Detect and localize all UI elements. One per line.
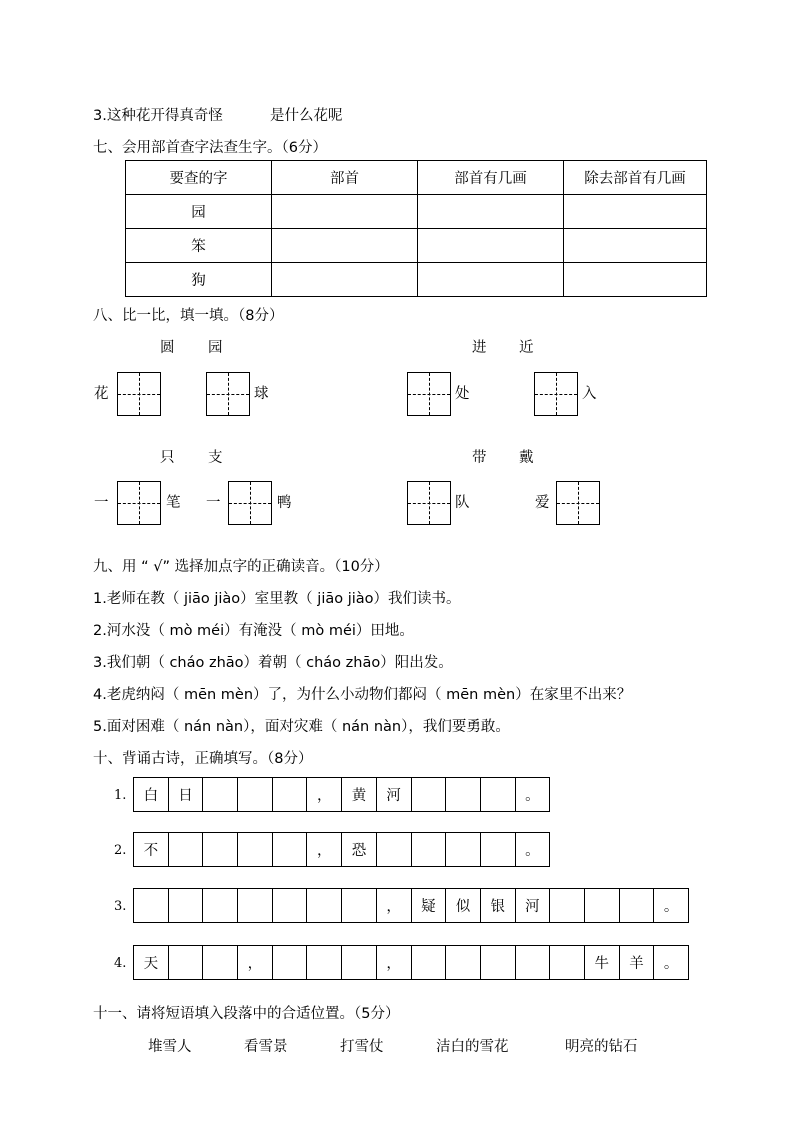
q6-item-3-part-a: 3.这种花开得真奇怪 [93,108,223,124]
poem-blank-cell[interactable] [446,778,481,811]
q9-item-3: 3.我们朝（ cháo zhāo）着朝（ cháo zhāo）阳出发。 [93,655,453,671]
poem-blank-cell[interactable] [203,833,238,866]
q9-item-4: 4.老虎纳闷（ mēn mèn）了，为什么小动物们都闷（ mēn mèn）在家里不出来？ [93,687,632,703]
header-cell: 要查的字 [126,161,272,195]
answer-cell[interactable] [418,195,564,229]
poem-char-cell: ， [377,889,412,922]
poem-blank-cell[interactable] [446,833,481,866]
q8-row1-suffix-3: 处 [455,386,470,402]
poem-blank-cell[interactable] [203,778,238,811]
phrase-option: 堆雪人 [148,1039,192,1055]
poem-char-cell: 河 [377,778,412,811]
char-cell: 园 [126,195,272,229]
q8-row2-prefix-2: 一 [206,495,221,511]
poem-blank-cell[interactable] [412,833,447,866]
table-row [126,263,707,297]
poem-blank-cell[interactable] [620,889,655,922]
q9-item-5: 5.面对困难（ nán nàn），面对灾难（ nán nàn），我们要勇敢。 [93,719,510,735]
header-cell: 部首有几画 [418,161,564,195]
q11-title: 十一、请将短语填入段落中的合适位置。（5分） [93,1006,400,1022]
poem-char-cell: 不 [134,833,169,866]
answer-cell[interactable] [272,263,418,297]
answer-cell[interactable] [418,229,564,263]
poem-char-cell: 黄 [342,778,377,811]
poem-blank-cell[interactable] [342,946,377,979]
poem-char-cell: 日 [169,778,204,811]
poem-blank-cell[interactable] [203,889,238,922]
poem-char-cell: ， [307,778,342,811]
poem-blank-cell[interactable] [134,889,169,922]
poem-char-cell: 疑 [412,889,447,922]
poem-char-cell: 河 [516,889,551,922]
poem-char-cell: 。 [516,833,551,866]
poem-char-cell: 羊 [620,946,655,979]
poem-char-cell: 。 [516,778,551,811]
writing-grid-box[interactable] [556,481,600,525]
poem-char-cell: ， [238,946,273,979]
q7-title: 七、会用部首查字法查生字。（6分） [93,140,327,156]
poem-blank-cell[interactable] [273,946,308,979]
poem-blank-cell[interactable] [481,778,516,811]
writing-grid-box[interactable] [407,372,451,416]
poem-blank-cell[interactable] [169,946,204,979]
poem-char-cell: ， [307,833,342,866]
radical-lookup-table [125,160,707,297]
table-row [126,229,707,263]
poem-blank-cell[interactable] [238,833,273,866]
poem-blank-cell[interactable] [412,946,447,979]
table-row [126,195,707,229]
poem-blank-cell[interactable] [307,889,342,922]
poem-line-1 [133,777,550,812]
header-cell: 部首 [272,161,418,195]
q8-row2-suffix-2: 鸭 [277,495,292,511]
q8-pair2-char-b: 近 [519,340,534,356]
q8-row1-suffix-4: 入 [582,386,597,402]
answer-cell[interactable] [272,229,418,263]
q8-pair1-char-a: 圆 [160,340,175,356]
poem-blank-cell[interactable] [481,946,516,979]
q8-pair3-char-a: 只 [160,450,175,466]
poem-char-cell: 。 [654,946,689,979]
poem-blank-cell[interactable] [273,889,308,922]
poem-char-cell: ， [377,946,412,979]
writing-grid-box[interactable] [117,481,161,525]
answer-cell[interactable] [564,195,707,229]
q8-row2-suffix-1: 笔 [166,495,181,511]
poem-line-label-1: 1. [114,788,127,803]
poem-blank-cell[interactable] [412,778,447,811]
poem-blank-cell[interactable] [377,833,412,866]
q9-item-2: 2.河水没（ mò méi）有淹没（ mò méi）田地。 [93,623,414,639]
writing-grid-box[interactable] [407,481,451,525]
writing-grid-box[interactable] [206,372,250,416]
q9-title: 九、用 “ √” 选择加点字的正确读音。（10分） [93,559,389,575]
poem-blank-cell[interactable] [516,946,551,979]
q8-row1-suffix-2: 球 [254,386,269,402]
poem-blank-cell[interactable] [169,889,204,922]
q8-pair3-char-b: 支 [208,450,223,466]
writing-grid-box[interactable] [228,481,272,525]
poem-char-cell: 似 [446,889,481,922]
phrase-option: 打雪仗 [340,1039,384,1055]
poem-line-label-3: 3. [114,899,127,914]
answer-cell[interactable] [272,195,418,229]
answer-cell[interactable] [418,263,564,297]
poem-blank-cell[interactable] [273,833,308,866]
poem-blank-cell[interactable] [238,889,273,922]
poem-line-2 [133,832,550,867]
poem-blank-cell[interactable] [481,833,516,866]
poem-blank-cell[interactable] [169,833,204,866]
poem-char-cell: 。 [654,889,689,922]
poem-line-4 [133,945,689,980]
q8-title: 八、比一比，填一填。（8分） [93,308,284,324]
phrase-option: 看雪景 [244,1039,288,1055]
poem-char-cell: 恐 [342,833,377,866]
q8-pair4-char-b: 戴 [519,450,534,466]
poem-blank-cell[interactable] [585,889,620,922]
q6-item-3-part-b: 是什么花呢 [270,108,343,124]
writing-grid-box[interactable] [117,372,161,416]
char-cell: 笨 [126,229,272,263]
header-cell: 除去部首有几画 [564,161,707,195]
poem-blank-cell[interactable] [550,889,585,922]
poem-blank-cell[interactable] [307,946,342,979]
writing-grid-box[interactable] [534,372,578,416]
answer-cell[interactable] [564,229,707,263]
poem-blank-cell[interactable] [203,946,238,979]
phrase-option: 洁白的雪花 [436,1039,509,1055]
poem-blank-cell[interactable] [550,946,585,979]
poem-char-cell: 牛 [585,946,620,979]
q8-pair4-char-a: 带 [472,450,487,466]
poem-blank-cell[interactable] [238,778,273,811]
poem-blank-cell[interactable] [273,778,308,811]
q9-item-1: 1.老师在教（ jiāo jiào）室里教（ jiāo jiào）我们读书。 [93,591,461,607]
table-header-row [126,161,707,195]
q8-pair1-char-b: 园 [208,340,223,356]
poem-line-label-2: 2. [114,843,127,858]
poem-char-cell: 银 [481,889,516,922]
poem-blank-cell[interactable] [446,946,481,979]
q8-row1-prefix-1: 花 [94,386,109,402]
q8-row2-prefix-1: 一 [94,495,109,511]
poem-line-3 [133,888,689,923]
poem-char-cell: 白 [134,778,169,811]
q8-row2-prefix-4: 爱 [535,495,550,511]
poem-char-cell: 天 [134,946,169,979]
q10-title: 十、背诵古诗，正确填写。（8分） [93,751,313,767]
q8-row2-suffix-3: 队 [455,495,470,511]
q8-pair2-char-a: 进 [472,340,487,356]
poem-blank-cell[interactable] [342,889,377,922]
char-cell: 狗 [126,263,272,297]
poem-line-label-4: 4. [114,956,127,971]
answer-cell[interactable] [564,263,707,297]
phrase-option: 明亮的钻石 [565,1039,638,1055]
